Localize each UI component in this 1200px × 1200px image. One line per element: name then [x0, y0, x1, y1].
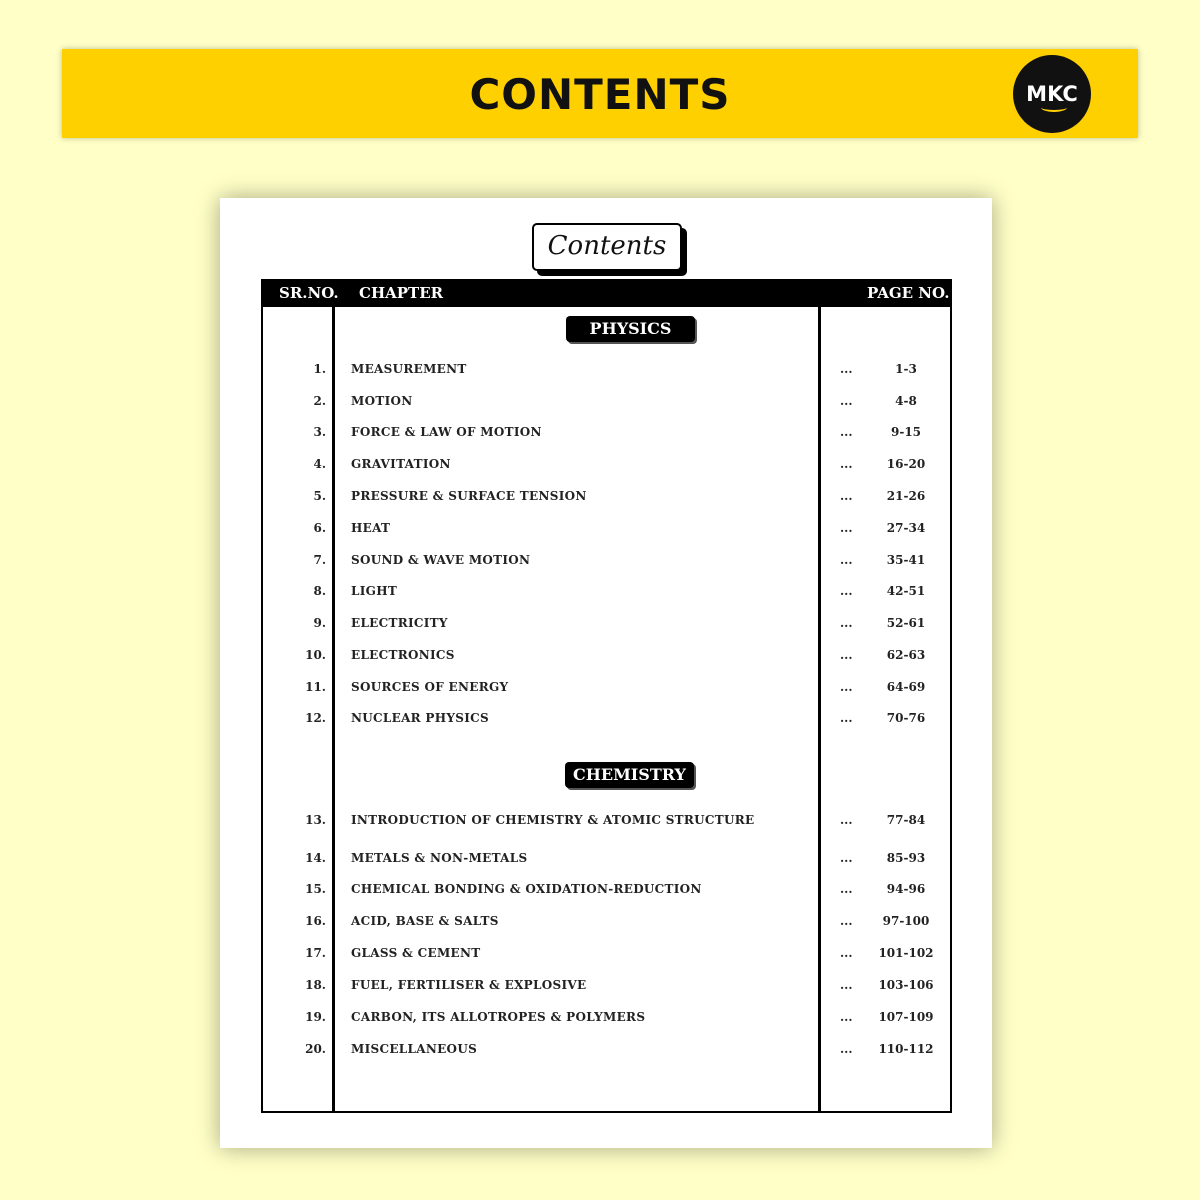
row-dots: ...: [840, 1010, 853, 1024]
header-banner: [62, 49, 1138, 138]
row-dots: ...: [840, 813, 853, 827]
row-chapter: CHEMICAL BONDING & OXIDATION-REDUCTION: [351, 882, 702, 896]
row-pages: 52-61: [886, 616, 926, 630]
row-pages: 101-102: [878, 946, 934, 960]
row-dots: ...: [840, 521, 853, 535]
row-chapter: SOUND & WAVE MOTION: [351, 553, 531, 567]
table-row: [262, 362, 948, 382]
logo: [1013, 55, 1091, 133]
row-chapter: MOTION: [351, 394, 413, 408]
row-number: 18.: [305, 978, 326, 992]
row-number: 20.: [305, 1042, 326, 1056]
row-number: 13.: [305, 813, 326, 827]
row-chapter: MEASUREMENT: [351, 362, 467, 376]
row-pages: 70-76: [886, 711, 926, 725]
row-dots: ...: [840, 553, 853, 567]
row-chapter: ELECTRONICS: [351, 648, 455, 662]
row-number: 17.: [305, 946, 326, 960]
row-dots: ...: [840, 362, 853, 376]
row-number: 19.: [305, 1010, 326, 1024]
row-dots: ...: [840, 680, 853, 694]
row-number: 11.: [305, 680, 326, 694]
row-number: 9.: [313, 616, 326, 630]
row-chapter: MISCELLANEOUS: [351, 1042, 478, 1056]
row-pages: 1-3: [895, 362, 917, 376]
row-dots: ...: [840, 1042, 853, 1056]
row-pages: 97-100: [882, 914, 930, 928]
row-chapter: METALS & NON-METALS: [351, 851, 528, 865]
row-dots: ...: [840, 946, 853, 960]
row-chapter: PRESSURE & SURFACE TENSION: [351, 489, 587, 503]
row-pages: 85-93: [886, 851, 926, 865]
table-row: [262, 882, 948, 902]
row-pages: 4-8: [895, 394, 917, 408]
row-dots: ...: [840, 489, 853, 503]
table-row: [262, 978, 948, 998]
row-dots: ...: [840, 394, 853, 408]
row-pages: 62-63: [886, 648, 926, 662]
row-pages: 16-20: [886, 457, 926, 471]
row-dots: ...: [840, 978, 853, 992]
row-pages: 103-106: [878, 978, 934, 992]
column-header-page: PAGE NO.: [867, 284, 950, 302]
row-chapter: GLASS & CEMENT: [351, 946, 481, 960]
row-dots: ...: [840, 616, 853, 630]
row-dots: ...: [840, 914, 853, 928]
row-number: 15.: [305, 882, 326, 896]
row-pages: 77-84: [886, 813, 926, 827]
table-row: [262, 425, 948, 445]
table-row: [262, 584, 948, 604]
row-number: 3.: [313, 425, 326, 439]
row-number: 14.: [305, 851, 326, 865]
row-chapter: LIGHT: [351, 584, 398, 598]
row-number: 8.: [313, 584, 326, 598]
row-chapter: NUCLEAR PHYSICS: [351, 711, 489, 725]
row-chapter: SOURCES OF ENERGY: [351, 680, 509, 694]
table-row: [262, 616, 948, 636]
table-row: [262, 1010, 948, 1030]
row-pages: 110-112: [878, 1042, 934, 1056]
table-row: [262, 813, 948, 833]
row-number: 1.: [313, 362, 326, 376]
row-number: 10.: [305, 648, 326, 662]
row-dots: ...: [840, 457, 853, 471]
table-row: [262, 680, 948, 700]
row-pages: 21-26: [886, 489, 926, 503]
row-number: 2.: [313, 394, 326, 408]
row-number: 5.: [313, 489, 326, 503]
table-row: [262, 914, 948, 934]
table-header: [261, 279, 952, 307]
column-header-srno: SR.NO.: [279, 284, 339, 302]
row-pages: 107-109: [878, 1010, 934, 1024]
table-row: [262, 489, 948, 509]
row-dots: ...: [840, 851, 853, 865]
row-chapter: FORCE & LAW OF MOTION: [351, 425, 542, 439]
column-header-chapter: CHAPTER: [359, 284, 444, 302]
row-dots: ...: [840, 882, 853, 896]
row-number: 16.: [305, 914, 326, 928]
row-pages: 27-34: [886, 521, 926, 535]
table-row: [262, 711, 948, 731]
row-chapter: CARBON, ITS ALLOTROPES & POLYMERS: [351, 1010, 646, 1024]
page-heading: Contents: [532, 223, 682, 271]
table-row: [262, 1042, 948, 1062]
row-number: 7.: [313, 553, 326, 567]
table-row: [262, 521, 948, 541]
row-chapter: INTRODUCTION OF CHEMISTRY & ATOMIC STRUCTURE: [351, 813, 755, 827]
table-row: [262, 851, 948, 871]
row-chapter: HEAT: [351, 521, 391, 535]
row-number: 4.: [313, 457, 326, 471]
table-row: [262, 946, 948, 966]
table-row: [262, 648, 948, 668]
row-chapter: ELECTRICITY: [351, 616, 448, 630]
row-number: 6.: [313, 521, 326, 535]
table-row: [262, 457, 948, 477]
row-dots: ...: [840, 584, 853, 598]
banner-title: CONTENTS: [469, 70, 731, 119]
row-chapter: ACID, BASE & SALTS: [351, 914, 499, 928]
logo-smile-icon: [1041, 103, 1067, 112]
section-heading-physics: PHYSICS: [566, 316, 695, 342]
row-pages: 42-51: [886, 584, 926, 598]
row-dots: ...: [840, 648, 853, 662]
row-dots: ...: [840, 425, 853, 439]
table-row: [262, 553, 948, 573]
row-pages: 9-15: [890, 425, 922, 439]
row-pages: 94-96: [886, 882, 926, 896]
row-dots: ...: [840, 711, 853, 725]
logo-text: MKC: [1026, 82, 1078, 106]
row-number: 12.: [305, 711, 326, 725]
section-heading-chemistry: CHEMISTRY: [565, 762, 694, 788]
row-chapter: FUEL, FERTILISER & EXPLOSIVE: [351, 978, 587, 992]
table-row: [262, 394, 948, 414]
row-chapter: GRAVITATION: [351, 457, 451, 471]
row-pages: 35-41: [886, 553, 926, 567]
row-pages: 64-69: [886, 680, 926, 694]
